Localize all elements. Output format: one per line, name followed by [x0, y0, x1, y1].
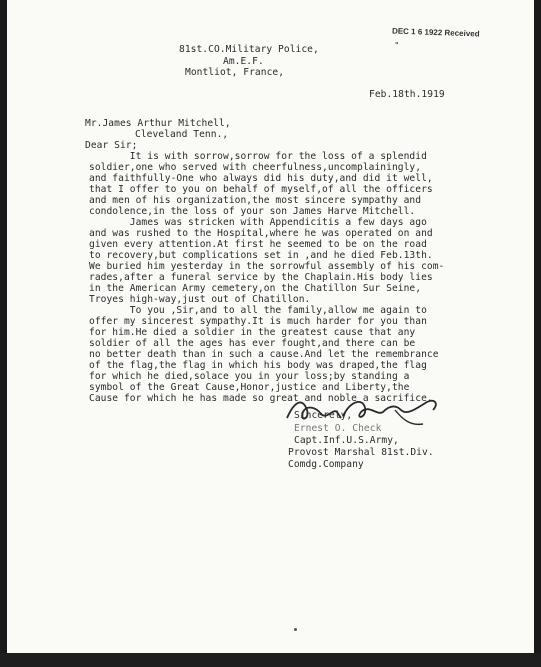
stamp-mark: " [394, 41, 399, 50]
recipient-city: Cleveland Tenn., [135, 129, 229, 140]
body-line: To you ,Sir,and to all the family,allow me again to [89, 305, 427, 316]
body-line: that I offer to you on behalf of myself,of all the officers [89, 184, 433, 195]
header-unit: 81st.CO.Military Police, [179, 44, 319, 55]
body-line: to recovery,but complications set in ,and he died Feb.13th. [89, 250, 433, 261]
body-line: given every attention.At first he seemed to be on the road [89, 239, 427, 250]
body-line: soldier,one who served with cheerfulness,uncomplainingly, [89, 162, 422, 173]
letter-date: Feb.18th.1919 [369, 89, 445, 100]
body-line: in the American Army cemetery,on the Chatillon Sur Seine, [89, 283, 422, 294]
body-line: and men of his organization,the most sincere sympathy and [89, 195, 422, 206]
body-line: and was rushed to the Hospital,where he was operated on and [89, 228, 433, 239]
recipient-name: Mr.James Arthur Mitchell, [85, 118, 231, 129]
body-line: soldier of all the ages has ever fought,and there can be [89, 338, 416, 349]
body-line: no better death than in such a cause.And let the remembrance [89, 349, 439, 360]
received-stamp: DEC 1 6 1922 Received [391, 26, 480, 39]
body-line: for which he died,solace you in your loss;by standing a [89, 371, 410, 382]
closing: Sincerely, [294, 410, 353, 421]
body-line: symbol of the Great Cause,Honor,justice and Liberty,the [89, 382, 410, 393]
signature-typed-name: Ernest O. Check [294, 423, 382, 434]
letter-page [7, 0, 534, 653]
body-line: Troyes high-way,just out of Chatillon. [89, 294, 311, 305]
signature-command: Comdg.Company [288, 459, 364, 470]
scan-edge [0, 653, 541, 667]
signature-rank: Capt.Inf.U.S.Army, [294, 435, 399, 446]
body-line: James was stricken with Appendicitis a few days ago [89, 217, 427, 228]
body-line: Cause for which he has made so great and noble a sacrifice. [89, 393, 433, 404]
signature-title: Provost Marshal 81st.Div. [288, 447, 434, 458]
header-location: Montliot, France, [185, 67, 285, 78]
body-line: condolence,in the loss of your son James Harve Mitchell. [89, 206, 416, 217]
body-line: of the flag,the flag in which his body was draped,the flag [89, 360, 427, 371]
body-line: offer my sincerest sympathy.It is much harder for you than [89, 316, 427, 327]
salutation: Dear Sir; [85, 140, 138, 151]
body-line: for him.He died a soldier in the greatest cause that any [89, 327, 416, 338]
body-line: rades,after a funeral service by the Chaplain.His body lies [89, 272, 433, 283]
header-force: Am.E.F. [223, 56, 264, 67]
body-line: and faithfully-One who always did his duty,and did it well, [89, 173, 433, 184]
body-line: It is with sorrow,sorrow for the loss of a splendid [89, 151, 427, 162]
body-line: We buried him yesterday in the sorrowful assembly of his com- [89, 261, 445, 272]
paper-speck [294, 628, 297, 631]
